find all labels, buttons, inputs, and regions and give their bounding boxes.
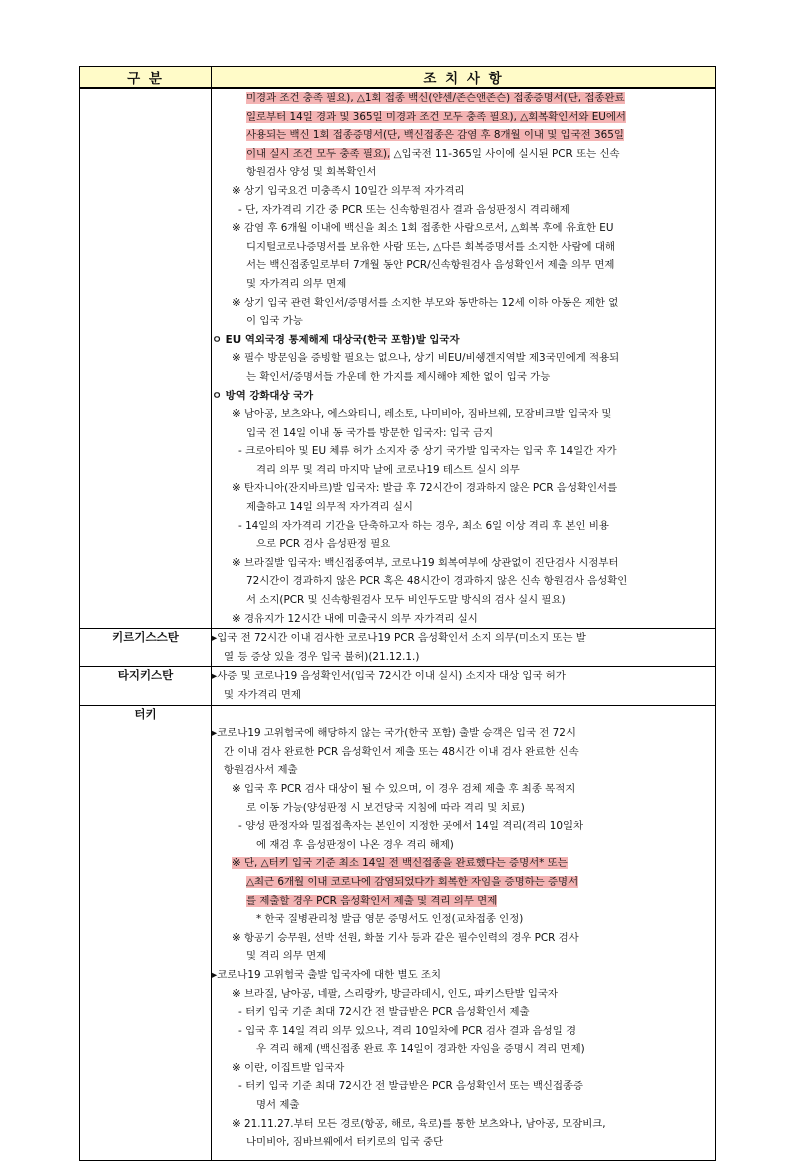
- text-line: [212, 349, 715, 368]
- line-text: ▸코로나19 고위험국 출발 입국자에 대한 별도 조치: [212, 968, 441, 981]
- text-line: [212, 799, 715, 818]
- text-line: [212, 724, 715, 743]
- line-text: 항원검사서 제출: [224, 764, 298, 777]
- line-text: ㅇ 방역 강화대상 국가: [212, 389, 314, 402]
- text-line: [212, 610, 715, 629]
- text-line: [212, 836, 715, 855]
- text-line: [212, 145, 715, 164]
- line-text: 간 이내 검사 완료한 PCR 음성확인서 제출 또는 48시간 이내 검사 완료한 신속: [224, 745, 579, 758]
- text-line: [212, 554, 715, 573]
- label-turkey: 터키: [80, 705, 212, 1160]
- text-line: [212, 517, 715, 536]
- row-turkey: [80, 705, 716, 1160]
- text-line: [212, 238, 715, 257]
- text-line: [212, 294, 715, 313]
- measures-table: [79, 66, 716, 1161]
- text-line: [212, 1077, 715, 1096]
- line-text: ※ 탄자니아(잔지바르)발 입국자: 발급 후 72시간이 경과하지 않은 PCR 음성확인서를: [232, 482, 618, 495]
- line-text: ※ 이란, 이집트발 입국자: [232, 1061, 345, 1074]
- line-text: - 양성 판정자와 밀접접촉자는 본인이 지정한 곳에서 14일 격리(격리 10일차: [238, 820, 584, 833]
- header-category: 구 분: [80, 67, 212, 89]
- line-text: 디지털코로나증명서를 보유한 사람 또는, △다른 회복증명서를 소지한 사람에 대해: [246, 240, 615, 253]
- line-text: 입국 전 14일 이내 동 국가를 방문한 입국자: 입국 금지: [246, 426, 494, 439]
- content-kyrgyzstan: [212, 629, 716, 667]
- text-line: [212, 667, 715, 686]
- text-line: [212, 910, 715, 929]
- line-text: 우 격리 해제 (백신접종 완료 후 14일이 경과한 자임을 증명시 격리 면제): [256, 1043, 585, 1056]
- text-line: [212, 1003, 715, 1022]
- text-line: [212, 966, 715, 985]
- text-line: [212, 686, 715, 705]
- content-eu: [212, 88, 716, 629]
- highlighted-text: 미경과 조건 충족 필요), △1회 접종 백신(얀센/존슨앤존슨) 접종증명서(단, 접종완료: [246, 92, 625, 104]
- line-text: ※ 상기 입국 관련 확인서/증명서를 소지한 부모와 동반하는 12세 이하 아동은 제한 없: [232, 296, 619, 309]
- line-text: 이 입국 가능: [246, 315, 303, 328]
- line-text: 명서 제출: [256, 1099, 300, 1112]
- text-line: [212, 108, 715, 127]
- line-text: - 입국 후 14일 격리 의무 있으나, 격리 10일차에 PCR 검사 결과 음성일 경: [238, 1024, 577, 1037]
- row-eu-continued: [80, 88, 716, 629]
- line-text: 및 자가격리 면제: [224, 689, 301, 701]
- text-line: [212, 219, 715, 238]
- text-line: [212, 461, 715, 480]
- text-line: [212, 572, 715, 591]
- line-text: 으로 PCR 검사 음성판정 필요: [256, 538, 391, 551]
- text-line: [212, 201, 715, 220]
- line-text: 서 소지(PCR 및 신속항원검사 모두 비인두도말 방식의 검사 실시 필요): [246, 594, 566, 607]
- text-line: [212, 854, 715, 873]
- text-line: [212, 182, 715, 201]
- line-text: ※ 입국 후 PCR 검사 대상이 될 수 있으며, 이 경우 검체 제출 후 최종 목적지: [232, 782, 576, 795]
- line-text: ㅇ EU 역외국경 통제해제 대상국(한국 포함)발 입국자: [212, 333, 460, 346]
- line-text: ※ 경유지가 12시간 내에 미출국시 의무 자가격리 실시: [232, 612, 478, 625]
- line-text: ※ 감염 후 6개월 이내에 백신을 최소 1회 접종한 사람으로서, △회복 후에 유효한 EU: [232, 222, 614, 235]
- line-text: 항원검사 양성 및 회복확인서: [246, 166, 377, 179]
- text-line: [212, 163, 715, 182]
- line-text: ▸입국 전 72시간 이내 검사한 코로나19 PCR 음성확인서 소지 의무(미소지 또는 발: [212, 632, 586, 645]
- text-line: [212, 387, 715, 406]
- highlighted-text: ※ 단, △터키 입국 기준 최소 14일 전 백신접종을 완료했다는 증명서* 또는: [232, 857, 568, 870]
- text-line: [212, 1059, 715, 1078]
- text-line: [212, 873, 715, 892]
- line-text: - 14일의 자가격리 기간을 단축하고자 하는 경우, 최소 6일 이상 격리 후 본인 비용: [238, 519, 609, 532]
- line-text: 열 등 증상 있을 경우 입국 불허)(21.12.1.): [224, 650, 420, 663]
- line-text: ▸코로나19 고위험국에 해당하지 않는 국가(한국 포함) 출발 승객은 입국 전 72시: [212, 727, 576, 740]
- line-text: 나미비아, 짐바브웨에서 터키로의 입국 중단: [246, 1136, 444, 1149]
- text-line: [212, 126, 715, 145]
- highlighted-text: 를 제출할 경우 PCR 음성확인서 제출 및 격리 의무 면제: [246, 894, 498, 907]
- line-text: 는 확인서/증명서들 가운데 한 가지를 제시해야 제한 없이 입국 가능: [246, 370, 551, 383]
- row-tajikistan: [80, 667, 716, 705]
- header-measures: 조 치 사 항: [212, 67, 716, 89]
- line-text-rest: △입국전 11-365일 사이에 실시된 PCR 또는 신속: [390, 147, 620, 160]
- line-text: 로 이동 가능(양성판정 시 보건당국 지침에 따라 격리 및 치료): [246, 801, 525, 814]
- text-line: [212, 89, 715, 108]
- text-line: [212, 498, 715, 517]
- line-text: ※ 브라질, 남아공, 네팔, 스리랑카, 방글라데시, 인도, 파키스탄발 입국자: [232, 987, 558, 1000]
- line-text: 72시간이 경과하지 않은 PCR 혹은 48시간이 경과하지 않은 신속 항원검사 음성확인: [246, 575, 628, 588]
- line-text: ▸사증 및 코로나19 음성확인서(입국 72시간 이내 실시) 소지자 대상 입국 허가: [212, 670, 566, 683]
- text-line: [212, 1096, 715, 1115]
- text-line: [212, 424, 715, 443]
- line-text: 및 자가격리 의무 면제: [246, 277, 347, 290]
- text-line: [212, 591, 715, 610]
- line-text: 제출하고 14일 의무적 자가격리 실시: [246, 501, 413, 514]
- line-text: - 터키 입국 기준 최대 72시간 전 발급받은 PCR 음성확인서 제출: [238, 1006, 530, 1019]
- table-header-row: [80, 67, 716, 89]
- label-eu-continued: [80, 88, 212, 629]
- text-line: [212, 761, 715, 780]
- text-line: [212, 817, 715, 836]
- text-line: [212, 892, 715, 911]
- text-line: [212, 780, 715, 799]
- text-line: [212, 368, 715, 387]
- text-line: [212, 1133, 715, 1152]
- line-text: ※ 남아공, 보츠와나, 에스와티니, 레소토, 나미비아, 짐바브웨, 모잠비크발 입국자 및: [232, 408, 612, 421]
- row-kyrgyzstan: [80, 629, 716, 667]
- line-text: ※ 21.11.27.부터 모든 경로(항공, 해로, 육로)를 통한 보츠와나, 남아공, 모잠비크,: [232, 1117, 606, 1130]
- line-text: - 터키 입국 기준 최대 72시간 전 발급받은 PCR 음성확인서 또는 백신접종증: [238, 1080, 584, 1093]
- text-line: [212, 743, 715, 762]
- text-line: [212, 442, 715, 461]
- line-text: ※ 항공기 승무원, 선박 선원, 화물 기사 등과 같은 필수인력의 경우 PCR 검사: [232, 931, 579, 944]
- document-page: [79, 66, 715, 1161]
- text-line: [212, 629, 715, 648]
- content-turkey: [212, 705, 716, 1160]
- content-tajikistan: [212, 667, 716, 705]
- line-text: - 단, 자가격리 기간 중 PCR 또는 신속항원검사 결과 음성판정시 격리해제: [238, 203, 570, 216]
- label-kyrgyzstan: 키르기스스탄: [80, 629, 212, 667]
- text-line: [212, 1022, 715, 1041]
- text-line: [212, 312, 715, 331]
- label-tajikistan: 타지키스탄: [80, 667, 212, 705]
- line-text: 격리 의무 및 격리 마지막 날에 코로나19 테스트 실시 의무: [256, 463, 520, 476]
- line-text: - 크로아티아 및 EU 체류 허가 소지자 중 상기 국가발 입국자는 입국 후 14일간 자가: [238, 445, 617, 458]
- text-line: [212, 331, 715, 350]
- text-line: [212, 256, 715, 275]
- text-line: [212, 1115, 715, 1134]
- line-text: 에 재검 후 음성판정이 나온 경우 격리 해제): [256, 838, 454, 851]
- text-line: [212, 405, 715, 424]
- highlighted-text: △최근 6개월 이내 코로나에 감염되었다가 회복한 자임을 증명하는 증명서: [246, 875, 579, 888]
- text-line: [212, 706, 715, 725]
- text-line: [212, 947, 715, 966]
- text-line: [212, 648, 715, 667]
- text-line: [212, 1040, 715, 1059]
- text-line: [212, 479, 715, 498]
- line-text: * 한국 질병관리청 발급 영문 증명서도 인정(교차접종 인정): [256, 913, 524, 926]
- highlighted-text: 사용되는 백신 1회 접종증명서(단, 백신접종은 감염 후 8개월 이내 및 입국전 365일: [246, 129, 624, 142]
- text-line: [212, 275, 715, 294]
- text-line: [212, 929, 715, 948]
- highlighted-text: 일로부터 14일 경과 및 365일 미경과 조건 모두 충족 필요), △회복확인서와 EU에서: [246, 110, 626, 123]
- text-line: [212, 535, 715, 554]
- highlighted-text: 이내 실시 조건 모두 충족 필요),: [246, 147, 391, 160]
- line-text: 및 격리 의무 면제: [246, 950, 327, 963]
- line-text: ※ 브라질발 입국자: 백신접종여부, 코로나19 회복여부에 상관없이 진단검사 시점부터: [232, 556, 619, 569]
- line-text: ※ 상기 입국요건 미충족시 10일간 의무적 자가격리: [232, 184, 465, 197]
- text-line: [212, 985, 715, 1004]
- line-text: 서는 백신접종일로부터 7개월 동안 PCR/신속항원검사 음성확인서 제출 의무 면제: [246, 259, 615, 272]
- line-text: ※ 필수 방문임을 증빙할 필요는 없으나, 상기 비EU/비쉥겐지역발 제3국민에게 적용되: [232, 352, 620, 365]
